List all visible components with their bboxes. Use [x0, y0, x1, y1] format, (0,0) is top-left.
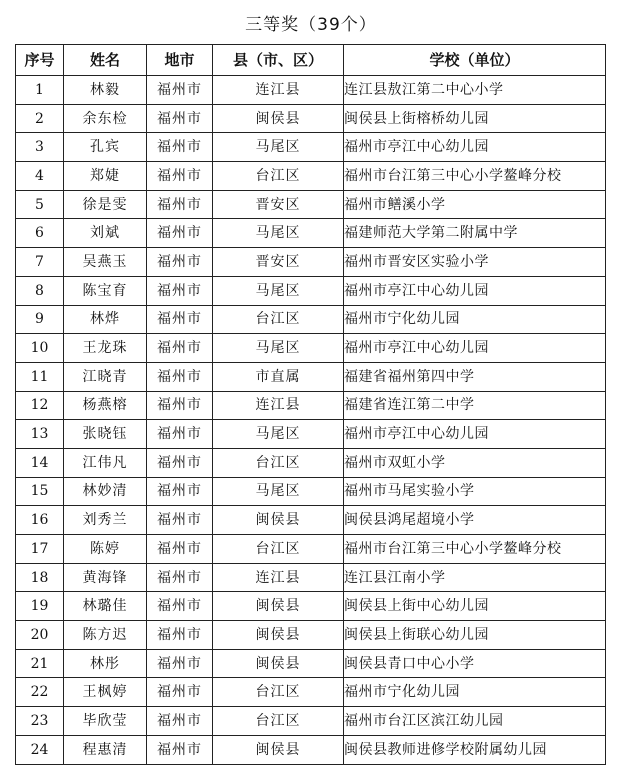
table-row: [16, 448, 606, 477]
award-table: [15, 44, 606, 765]
header-county: 县（市、区）: [213, 45, 344, 76]
cell-no: 16: [16, 506, 64, 535]
table-row: [16, 391, 606, 420]
cell-city: 福州市: [147, 420, 213, 449]
cell-city: 福州市: [147, 133, 213, 162]
cell-city: 福州市: [147, 276, 213, 305]
cell-county: 连江县: [213, 391, 344, 420]
cell-county: 马尾区: [213, 477, 344, 506]
cell-name: 林烨: [64, 305, 147, 334]
cell-name: 陈婷: [64, 535, 147, 564]
cell-school: 福建师范大学第二附属中学: [344, 219, 606, 248]
cell-no: 9: [16, 305, 64, 334]
cell-no: 17: [16, 535, 64, 564]
cell-county: 马尾区: [213, 420, 344, 449]
cell-no: 8: [16, 276, 64, 305]
header-school: 学校（单位）: [344, 45, 606, 76]
cell-no: 7: [16, 248, 64, 277]
table-row: [16, 248, 606, 277]
cell-no: 2: [16, 104, 64, 133]
cell-city: 福州市: [147, 104, 213, 133]
cell-no: 19: [16, 592, 64, 621]
cell-school: 福建省连江第二中学: [344, 391, 606, 420]
cell-no: 1: [16, 76, 64, 105]
cell-school: 闽侯县上街榕桥幼儿园: [344, 104, 606, 133]
cell-school: 连江县敖江第二中心小学: [344, 76, 606, 105]
cell-no: 22: [16, 678, 64, 707]
cell-county: 马尾区: [213, 219, 344, 248]
cell-county: 马尾区: [213, 133, 344, 162]
cell-name: 林妙清: [64, 477, 147, 506]
cell-name: 黄海锋: [64, 563, 147, 592]
cell-no: 5: [16, 190, 64, 219]
cell-name: 刘秀兰: [64, 506, 147, 535]
cell-name: 陈宝育: [64, 276, 147, 305]
cell-no: 18: [16, 563, 64, 592]
table-row: [16, 678, 606, 707]
cell-name: 陈方迟: [64, 621, 147, 650]
cell-school: 福州市亭江中心幼儿园: [344, 133, 606, 162]
cell-name: 林璐佳: [64, 592, 147, 621]
table-row: [16, 477, 606, 506]
cell-city: 福州市: [147, 248, 213, 277]
cell-county: 晋安区: [213, 190, 344, 219]
cell-no: 15: [16, 477, 64, 506]
header-city: 地市: [147, 45, 213, 76]
table-row: [16, 649, 606, 678]
cell-city: 福州市: [147, 448, 213, 477]
cell-city: 福州市: [147, 391, 213, 420]
cell-school: 福州市马尾实验小学: [344, 477, 606, 506]
cell-no: 24: [16, 735, 64, 764]
table-row: [16, 621, 606, 650]
table-row: [16, 162, 606, 191]
cell-name: 程惠清: [64, 735, 147, 764]
cell-name: 江晓青: [64, 362, 147, 391]
cell-name: 余东检: [64, 104, 147, 133]
table-row: [16, 133, 606, 162]
cell-school: 福州市台江第三中心小学鳌峰分校: [344, 535, 606, 564]
cell-county: 闽侯县: [213, 104, 344, 133]
cell-school: 福州市台江区滨江幼儿园: [344, 707, 606, 736]
cell-county: 连江县: [213, 76, 344, 105]
header-no: 序号: [16, 45, 64, 76]
cell-school: 福州市亭江中心幼儿园: [344, 276, 606, 305]
cell-no: 3: [16, 133, 64, 162]
cell-county: 台江区: [213, 707, 344, 736]
cell-school: 闽侯县鸿尾超境小学: [344, 506, 606, 535]
cell-name: 林毅: [64, 76, 147, 105]
cell-city: 福州市: [147, 305, 213, 334]
cell-name: 刘斌: [64, 219, 147, 248]
table-row: [16, 735, 606, 764]
table-row: [16, 362, 606, 391]
cell-county: 台江区: [213, 305, 344, 334]
table-row: [16, 592, 606, 621]
table-header-row: [16, 45, 606, 76]
cell-no: 21: [16, 649, 64, 678]
cell-name: 孔宾: [64, 133, 147, 162]
cell-name: 杨燕榕: [64, 391, 147, 420]
page-title: 三等奖（39个）: [245, 15, 377, 35]
cell-city: 福州市: [147, 76, 213, 105]
cell-name: 张晓钰: [64, 420, 147, 449]
cell-city: 福州市: [147, 535, 213, 564]
cell-no: 4: [16, 162, 64, 191]
cell-county: 台江区: [213, 535, 344, 564]
table-row: [16, 219, 606, 248]
cell-county: 市直属: [213, 362, 344, 391]
table-row: [16, 535, 606, 564]
cell-name: 吴燕玉: [64, 248, 147, 277]
cell-city: 福州市: [147, 162, 213, 191]
table-row: [16, 276, 606, 305]
cell-city: 福州市: [147, 190, 213, 219]
cell-school: 福州市亭江中心幼儿园: [344, 420, 606, 449]
cell-no: 14: [16, 448, 64, 477]
cell-no: 23: [16, 707, 64, 736]
cell-school: 福州市宁化幼儿园: [344, 678, 606, 707]
cell-county: 台江区: [213, 678, 344, 707]
cell-no: 20: [16, 621, 64, 650]
cell-city: 福州市: [147, 621, 213, 650]
cell-county: 马尾区: [213, 334, 344, 363]
table-row: [16, 707, 606, 736]
cell-school: 福州市晋安区实验小学: [344, 248, 606, 277]
cell-no: 11: [16, 362, 64, 391]
cell-school: 闽侯县上街中心幼儿园: [344, 592, 606, 621]
cell-county: 台江区: [213, 162, 344, 191]
cell-city: 福州市: [147, 334, 213, 363]
cell-county: 闽侯县: [213, 506, 344, 535]
cell-name: 郑婕: [64, 162, 147, 191]
table-row: [16, 104, 606, 133]
cell-county: 连江县: [213, 563, 344, 592]
cell-city: 福州市: [147, 592, 213, 621]
cell-city: 福州市: [147, 506, 213, 535]
cell-school: 福建省福州第四中学: [344, 362, 606, 391]
cell-county: 马尾区: [213, 276, 344, 305]
cell-city: 福州市: [147, 219, 213, 248]
cell-school: 福州市宁化幼儿园: [344, 305, 606, 334]
cell-city: 福州市: [147, 707, 213, 736]
cell-county: 晋安区: [213, 248, 344, 277]
cell-city: 福州市: [147, 678, 213, 707]
cell-school: 闽侯县教师进修学校附属幼儿园: [344, 735, 606, 764]
cell-no: 10: [16, 334, 64, 363]
cell-school: 闽侯县上街联心幼儿园: [344, 621, 606, 650]
cell-school: 闽侯县青口中心小学: [344, 649, 606, 678]
cell-county: 台江区: [213, 448, 344, 477]
cell-name: 王龙珠: [64, 334, 147, 363]
cell-city: 福州市: [147, 649, 213, 678]
table-row: [16, 420, 606, 449]
cell-city: 福州市: [147, 563, 213, 592]
cell-name: 毕欣莹: [64, 707, 147, 736]
cell-no: 13: [16, 420, 64, 449]
cell-name: 徐是雯: [64, 190, 147, 219]
cell-city: 福州市: [147, 735, 213, 764]
cell-county: 闽侯县: [213, 735, 344, 764]
header-name: 姓名: [64, 45, 147, 76]
cell-county: 闽侯县: [213, 621, 344, 650]
table-row: [16, 190, 606, 219]
table-row: [16, 76, 606, 105]
table-body: [16, 76, 606, 765]
cell-school: 连江县江南小学: [344, 563, 606, 592]
table-row: [16, 506, 606, 535]
cell-city: 福州市: [147, 362, 213, 391]
cell-name: 王枫婷: [64, 678, 147, 707]
cell-county: 闽侯县: [213, 649, 344, 678]
cell-no: 6: [16, 219, 64, 248]
cell-school: 福州市亭江中心幼儿园: [344, 334, 606, 363]
cell-name: 江伟凡: [64, 448, 147, 477]
cell-no: 12: [16, 391, 64, 420]
cell-county: 闽侯县: [213, 592, 344, 621]
cell-school: 福州市双虹小学: [344, 448, 606, 477]
table-row: [16, 305, 606, 334]
cell-city: 福州市: [147, 477, 213, 506]
table-row: [16, 334, 606, 363]
cell-name: 林彤: [64, 649, 147, 678]
table-row: [16, 563, 606, 592]
cell-school: 福州市鳝溪小学: [344, 190, 606, 219]
cell-school: 福州市台江第三中心小学鳌峰分校: [344, 162, 606, 191]
